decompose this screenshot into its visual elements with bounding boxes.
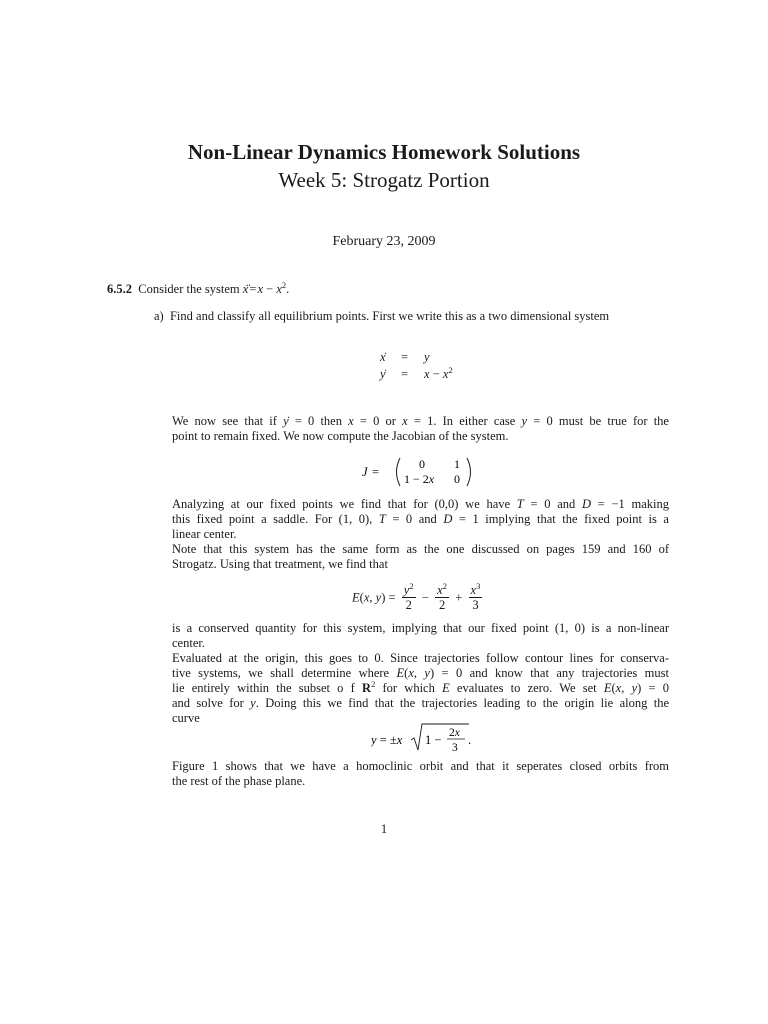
paragraph-5-line-5: curve (172, 711, 200, 725)
curve-equation-svg (371, 722, 481, 756)
paragraph-5-line-2: tive systems, we shall determine where E(x, y) = 0 and know that any trajectories must (172, 666, 669, 680)
paragraph-3-line-1: Note that this system has the same form as the one discussed on pages 159 and 160 of (172, 542, 669, 556)
svg-text:3: 3 (452, 742, 458, 754)
paragraph-5-line-4: and solve for y. Doing this we find that the trajectories leading to the origin lie along the (172, 696, 669, 710)
svg-text:1 − 2x: 1 − 2x (404, 472, 435, 486)
paragraph-2-line-3: linear center. (172, 527, 237, 541)
energy-equation: E(x, y) = $\frac{y^2}{2}$ − $\frac{x^2}{2}$ + $\frac{x^3}{3}$ (352, 581, 481, 612)
svg-text:0: 0 (454, 472, 460, 486)
paragraph-6-line-1: Figure 1 shows that we have a homoclinic orbit and that it seperates closed orbits from (172, 759, 669, 773)
svg-text:J: J (362, 465, 368, 479)
part-a (154, 309, 609, 324)
problem-statement (107, 282, 289, 297)
svg-text:=: = (372, 465, 380, 479)
svg-text:2x: 2x (449, 727, 460, 739)
curve-equation (371, 722, 481, 756)
document-title: Non-Linear Dynamics Homework Solutions (187, 140, 581, 164)
paragraph-4-line-1: is a conserved quantity for this system, implying that our fixed point (1, 0) is a non-linear (172, 621, 669, 635)
svg-text:y = ±x: y = ±x (371, 733, 403, 747)
svg-text:.: . (468, 733, 472, 747)
paragraph-5-line-3: lie entirely within the subset o f $R^2$ for which E evaluates to zero. We set E(x, y) = 0 (172, 679, 670, 695)
problem-intro: Consider the system (138, 282, 240, 296)
part-a-label: a) (154, 309, 164, 323)
paragraph-3-line-2: Strogatz. Using that treatment, we find that (172, 557, 388, 571)
paragraph-2-line-1: Analyzing at our fixed points we find that for (0,0) we have T = 0 and D = −1 making (172, 497, 669, 511)
problem-equation: ẍ = $x - x^2$. (242, 280, 290, 296)
paragraph-5-line-1: Evaluated at the origin, this goes to 0. Since trajectories follow contour lines for conserva- (172, 651, 669, 665)
page-number: 1 (380, 822, 388, 836)
svg-text:0: 0 (419, 457, 425, 471)
paragraph-1-line-2: point to remain fixed. We now compute the Jacobian of the system. (172, 429, 509, 443)
paragraph-2-line-2: this fixed point a saddle. For (1, 0), T = 0 and D = 1 implying that the fixed point is a (172, 512, 669, 526)
jacobian-svg (362, 456, 482, 488)
problem-number: 6.5.2 (107, 282, 132, 296)
document-date: February 23, 2009 (332, 234, 436, 249)
document-subtitle: Week 5: Strogatz Portion (278, 168, 490, 192)
svg-text:1: 1 (454, 457, 460, 471)
document-page: Non-Linear Dynamics Homework Solutions Week 5: Strogatz Portion February 23, 2009 6.5.2 Consider the system ẍ = $x - x^2$. a) Find and classify all equilibrium points. First we write this as a two dimensional system x = y y = $x - x^2$ We now see that if ẏ = 0 then x = 0 or x = 1. In either case y = 0 must be true for the point to remain fixed. We now compute the Jacobian of the system. J = 0 1 1 − 2x 0 Analyzing at our fixed points we find that for (0,0) we have T = 0 and D = −1 making this fixed point a saddle. For (1, 0), T = 0 and D = 1 implying that the fixed point is a linear center. Note that this system has the same form as the one discussed on pages 159 and 160 of Strogatz. Using that treatment, we find that E(x, y) = $\frac{y^2}{2}$ − $\frac{x^2}{2}$ + $\frac{x^3}{3}$ is a conserved quantity for this system, implying that our fixed point (1, 0) is a non-linear center. Evaluated at the origin, this goes to 0. Since trajectories follow contour lines for conserva- tive systems, we shall determine where E(x, y) = 0 and know that any trajectories must lie entirely within the subset o f $R^2$ for which E evaluates to zero. We set E(x, y) = 0 and solve for y. Doing this we find that the trajectories leading to the origin lie along the curve y = ±x 1 − 2x 3 . Figure 1 shows that we have a homoclinic orbit and that it seperates closed orbits from the rest of the phase plane. 1 (0, 0, 768, 1024)
jacobian-matrix (362, 456, 482, 492)
svg-text:1 −: 1 − (425, 733, 442, 747)
part-a-text: Find and classify all equilibrium points. First we write this as a two dimensional system (169, 309, 610, 323)
paragraph-6-line-2: the rest of the phase plane. (172, 774, 306, 788)
paragraph-4-line-2: center. (172, 636, 205, 650)
paragraph-1-line-1: We now see that if ẏ = 0 then x = 0 or x = 1. In either case y = 0 must be true for the (172, 414, 669, 428)
